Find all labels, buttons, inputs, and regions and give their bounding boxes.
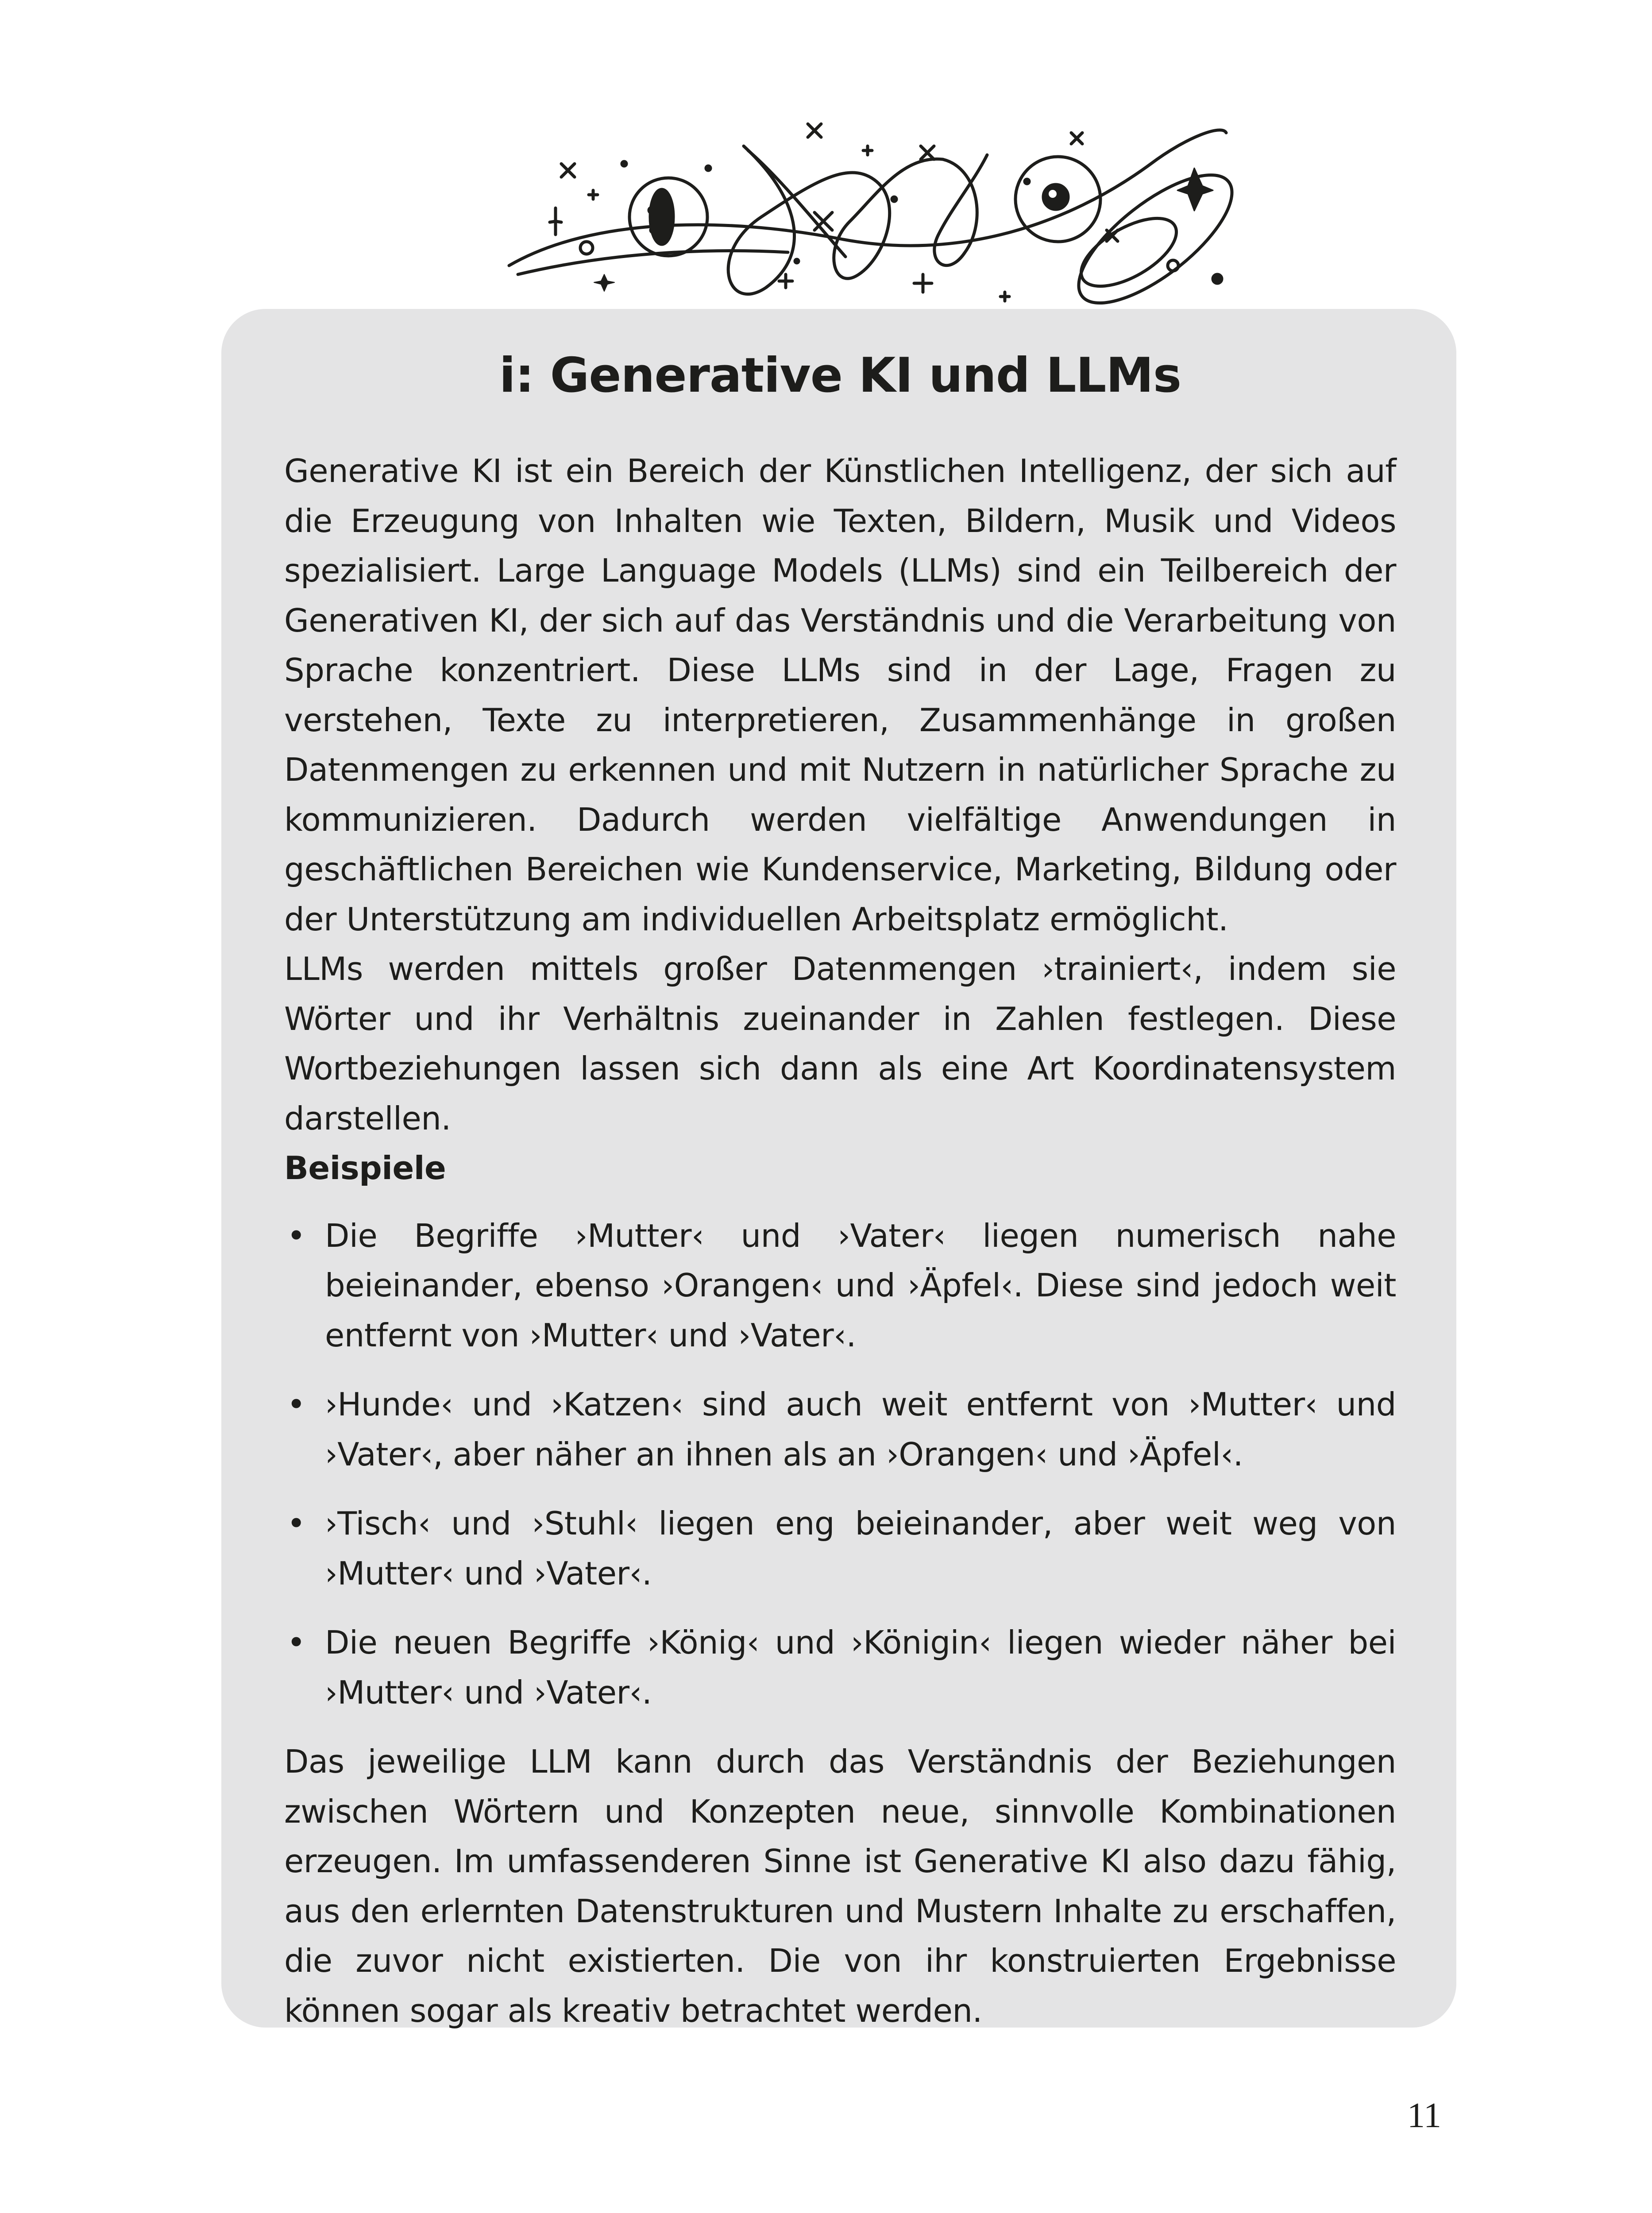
list-item <box>284 1380 1396 1479</box>
example-text: ›Tisch‹ und ›Stuhl‹ liegen eng beieinander, aber weit weg von ›Mutter‹ und ›Vater‹. <box>325 1505 1396 1592</box>
cosmic-orbit-doodle-icon <box>478 106 1239 310</box>
list-item <box>284 1618 1396 1717</box>
example-text: Die neuen Begriffe ›König‹ und ›Königin‹ liegen wieder näher bei ›Mutter‹ und ›Vater‹. <box>325 1624 1396 1711</box>
info-box <box>221 309 1456 2028</box>
bullet-icon: • <box>287 1217 305 1254</box>
training-paragraph: LLMs werden mittels großer Datenmengen ›trainiert‹, indem sie Wörter und ihr Verhältnis zueinander in Zahlen festlegen. Diese Wortbeziehungen lassen sich dann als eine Art Koordinatensystem darstellen. <box>284 950 1396 1137</box>
page-number: 11 <box>1407 2096 1441 2135</box>
box-title: i: Generative KI und LLMs <box>499 348 1181 403</box>
list-item <box>284 1211 1396 1361</box>
closing-paragraph: Das jeweilige LLM kann durch das Verständnis der Beziehungen zwischen Wörtern und Konzepten neue, sinnvolle Kombinationen erzeugen. Im umfassenderen Sinne ist Generative KI also dazu fähig, aus den erlernten Datenstrukturen und Mustern Inhalte zu erschaffen, die zuvor nicht existierten. Die von ihr konstruierten Ergebnisse können sogar als kreativ betrachtet werden. <box>284 1743 1396 2029</box>
intro-paragraph: Generative KI ist ein Bereich der Künstlichen Intelligenz, der sich auf die Erzeugung von Inhalten wie Texten, Bildern, Musik und Videos spezialisiert. Large Language Models (LLMs) sind ein Teilbereich der Generativen KI, der sich auf das Verständnis und die Verarbeitung von Sprache konzentriert. Diese LLMs sind in der Lage, Fragen zu verstehen, Texte zu interpretieren, Zusammenhänge in großen Datenmengen zu erkennen und mit Nutzern in natürlicher Sprache zu kommunizieren. Dadurch werden vielfältige Anwendungen in geschäftlichen Bereichen wie Kundenservice, Marketing, Bildung oder der Unterstützung am individuellen Arbeitsplatz ermöglicht. <box>284 452 1396 938</box>
example-text: Die Begriffe ›Mutter‹ und ›Vater‹ liegen numerisch nahe beieinander, ebenso ›Orangen‹ und ›Äpfel‹. Diese sind jedoch weit entfernt von ›Mutter‹ und ›Vater‹. <box>325 1217 1396 1354</box>
examples-heading: Beispiele <box>284 1149 446 1187</box>
bullet-icon: • <box>287 1624 305 1661</box>
example-text: ›Hunde‹ und ›Katzen‹ sind auch weit entfernt von ›Mutter‹ und ›Vater‹, aber näher an ihnen als an ›Orangen‹ und ›Äpfel‹. <box>325 1386 1396 1473</box>
bullet-icon: • <box>287 1505 305 1542</box>
examples-list <box>284 1211 1396 1718</box>
list-item <box>284 1499 1396 1598</box>
bullet-icon: • <box>287 1386 305 1423</box>
